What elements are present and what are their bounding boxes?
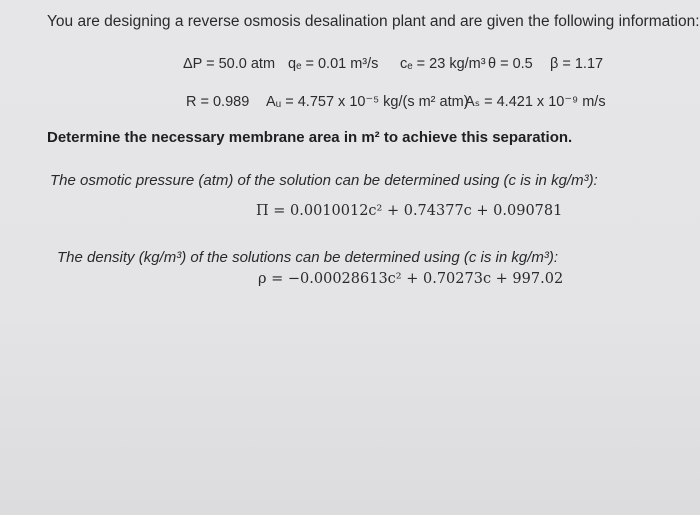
density-formula: ρ = −0.00028613c² + 0.70273c + 997.02 <box>258 271 564 287</box>
theta-value: θ = 0.5 <box>488 56 533 72</box>
density-text: The density (kg/m³) of the solutions can be determined using (c is in kg/m³): <box>57 249 559 266</box>
intro-text: You are designing a reverse osmosis desalination plant and are given the following information: <box>47 13 700 30</box>
feed-flow-value: qₑ = 0.01 m³/s <box>288 56 379 72</box>
delta-p-value: ΔP = 50.0 atm <box>183 56 276 72</box>
beta-value: β = 1.17 <box>550 56 604 72</box>
osmotic-pressure-text: The osmotic pressure (atm) of the solution can be determined using (c is in kg/m³): <box>50 172 598 189</box>
question-text: Determine the necessary membrane area in m² to achieve this separation. <box>47 129 573 146</box>
osmotic-pressure-formula: Π = 0.0010012c² + 0.74377c + 0.090781 <box>256 203 563 219</box>
feed-concentration-value: cₑ = 23 kg/m³ <box>400 56 486 72</box>
rejection-value: R = 0.989 <box>186 94 250 110</box>
solute-permeability-value: Aₛ = 4.421 x 10⁻⁹ m/s <box>465 94 606 110</box>
water-permeability-value: Aᵤ = 4.757 x 10⁻⁵ kg/(s m² atm) <box>266 94 469 110</box>
